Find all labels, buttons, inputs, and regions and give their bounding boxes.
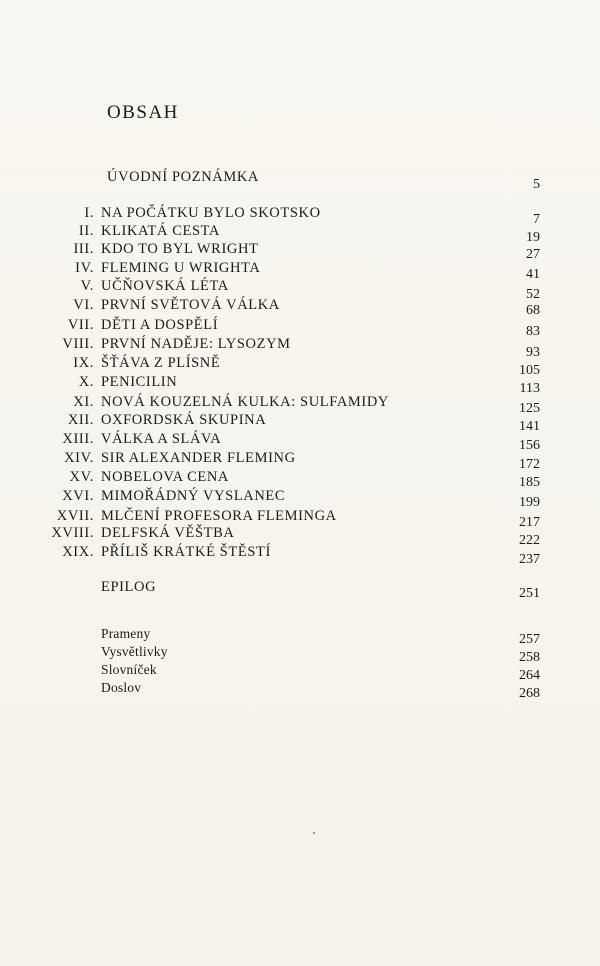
toc-entry-label: VÁLKA A SLÁVA xyxy=(101,431,222,447)
appendix-item-label: Doslov xyxy=(101,680,142,695)
toc-entry-label: SIR ALEXANDER FLEMING xyxy=(101,450,296,466)
toc-entry-label: NOVÁ KOUZELNÁ KULKA: SULFAMIDY xyxy=(101,394,389,410)
toc-entry-number: VII. xyxy=(67,317,94,333)
toc-entry-label: PRVNÍ SVĚTOVÁ VÁLKA xyxy=(101,297,280,313)
toc-entry-label: DĚTI A DOSPĚLÍ xyxy=(101,317,219,333)
toc-entry-number: IV. xyxy=(75,260,94,276)
toc-entry-label: FLEMING U WRIGHTA xyxy=(101,260,261,276)
paper-speck xyxy=(313,832,315,834)
toc-entry-page: 237 xyxy=(519,552,540,567)
toc-entry-number: VI. xyxy=(73,297,94,313)
toc-entry-page: 156 xyxy=(519,438,540,453)
toc-entry-label: DELFSKÁ VĚŠTBA xyxy=(101,525,235,541)
toc-entry-page: 83 xyxy=(526,324,540,339)
toc-entry-label: KDO TO BYL WRIGHT xyxy=(101,241,259,257)
toc-entry-number: V. xyxy=(80,278,94,294)
toc-entry-page: 172 xyxy=(519,457,540,472)
toc-entry-label: OXFORDSKÁ SKUPINA xyxy=(101,412,267,428)
toc-entry-number: IX. xyxy=(73,355,94,371)
toc-entry-number: XV. xyxy=(69,469,94,485)
toc-entry-label: MLČENÍ PROFESORA FLEMINGA xyxy=(101,508,337,524)
toc-entry-page: 19 xyxy=(526,230,540,245)
toc-entry-number: XVIII. xyxy=(51,525,94,541)
toc-entry-label: PRVNÍ NADĚJE: LYSOZYM xyxy=(101,336,291,352)
toc-entry-number: XVI. xyxy=(62,488,94,504)
toc-entry-page: 251 xyxy=(519,586,540,601)
toc-entry-label: EPILOG xyxy=(101,579,157,595)
toc-entry-page: 52 xyxy=(526,287,540,302)
toc-entry-number: II. xyxy=(78,223,94,239)
appendix-item-label: Prameny xyxy=(101,626,151,641)
toc-entry-page: 125 xyxy=(519,401,540,416)
toc-entry-number: VIII. xyxy=(62,336,94,352)
toc-entry-page: 222 xyxy=(519,533,540,548)
toc-entry-page: 199 xyxy=(519,495,540,510)
toc-entry-page: 113 xyxy=(519,381,540,396)
toc-entry-label: MIMOŘÁDNÝ VYSLANEC xyxy=(101,488,286,504)
appendix-item-label: Vysvětlivky xyxy=(101,644,168,659)
toc-entry-label: ŠŤÁVA Z PLÍSNĚ xyxy=(101,355,221,371)
toc-entry-label: ÚVODNÍ POZNÁMKA xyxy=(107,169,259,185)
toc-entry-page: 68 xyxy=(526,303,540,318)
appendix-item-page: 257 xyxy=(519,632,540,647)
toc-entry-number: III. xyxy=(73,241,94,257)
toc-entry-page: 93 xyxy=(526,345,540,360)
toc-entry-number: XIX. xyxy=(62,544,94,560)
appendix-item-page: 258 xyxy=(519,650,540,665)
toc-entry-label: NOBELOVA CENA xyxy=(101,469,229,485)
toc-entry-number: I. xyxy=(84,205,94,221)
toc-entry-label: PENICILIN xyxy=(101,374,178,390)
toc-entry-label: PŘÍLIŠ KRÁTKÉ ŠTĚSTÍ xyxy=(101,544,271,560)
page-title: OBSAH xyxy=(107,102,179,123)
appendix-item-label: Slovníček xyxy=(101,662,157,677)
toc-entry-page: 7 xyxy=(533,212,540,227)
appendix-item-page: 264 xyxy=(519,668,540,683)
toc-entry-page: 41 xyxy=(526,267,540,282)
toc-entry-label: KLIKATÁ CESTA xyxy=(101,223,221,239)
toc-entry-page: 5 xyxy=(533,177,540,192)
toc-entry-number: XVII. xyxy=(56,508,94,524)
toc-entry-number: XIII. xyxy=(62,431,94,447)
toc-entry-number: XIV. xyxy=(64,450,94,466)
toc-entry-page: 105 xyxy=(519,363,540,378)
toc-entry-number: XII. xyxy=(67,412,94,428)
appendix-item-page: 268 xyxy=(519,686,540,701)
toc-entry-page: 141 xyxy=(519,419,540,434)
toc-entry-label: UČŇOVSKÁ LÉTA xyxy=(101,278,229,294)
toc-entry-page: 27 xyxy=(526,247,540,262)
toc-entry-page: 217 xyxy=(519,515,540,530)
toc-entry-label: NA POČÁTKU BYLO SKOTSKO xyxy=(101,205,321,221)
toc-entry-page: 185 xyxy=(519,475,540,490)
toc-entry-number: XI. xyxy=(73,394,94,410)
toc-entry-number: X. xyxy=(78,374,94,390)
